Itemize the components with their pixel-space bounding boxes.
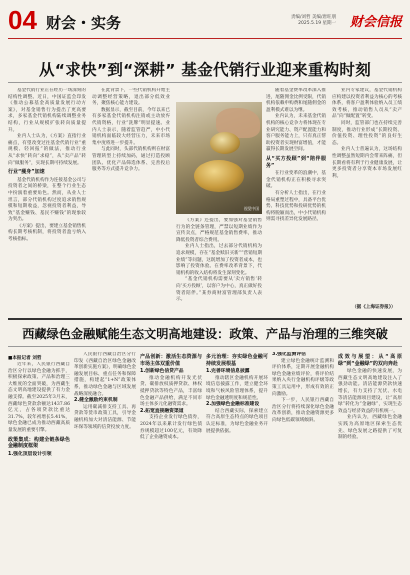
paragraph: 基金代销行业正在经历一场深刻的结构性调整。近日，中国证监会印发《推动公募基金高质量发展行动方案》，对基金销售行为提出了更高要求，多家基金代销机构陆续调整业务结构，行业从规模扩张转向质量提升。 bbox=[8, 88, 86, 133]
article1-subheading: 从“买方投顾”到“陪伴服务” bbox=[266, 155, 326, 169]
photo-credit: 视觉中国 bbox=[243, 206, 259, 211]
article2-minor-heading: 1.创新绿色信贷产品 bbox=[140, 369, 184, 375]
article2-minor-heading: 3.强化监测评估 bbox=[272, 352, 306, 357]
article-photo-coins bbox=[176, 102, 262, 214]
section-divider bbox=[8, 318, 402, 320]
article2-minor-heading: 1.完善环境信息披露 bbox=[206, 369, 250, 375]
paragraph: 人民银行西藏自治区分行印发《西藏自治区绿色金融改革创新实施方案》，明确绿色金融发展目标、重点任务和保障措施，构建起“1+N”政策体系，推动绿色金融与区域发展战略深度融合。 bbox=[74, 352, 136, 397]
article2-headline: 西藏绿色金融赋能生态文明高地建设：政策、产品与治理的三维突破 bbox=[22, 327, 388, 341]
paragraph: 推动辖区金融机构开展环境信息披露工作，建立健全环境和气候风险管理体系，提升绿色金融透明度和规范性。 bbox=[206, 375, 268, 401]
header-meta bbox=[291, 15, 336, 27]
article2-byline: ■本报记者 刘哲 bbox=[8, 356, 42, 361]
article2-subheading: 成效与展望：从“高原绿”到“金融绿”的双向奔赴 bbox=[338, 354, 402, 367]
paragraph: 业内人士指出，过去部分代销机构为追求规模，存在“基金赎旧买新”“营销短期业绩”等问题，这既增加了投资者成本，也影响了投资体验。在费率改革背景下，代销机构的收入结构将发生深刻变化。 bbox=[176, 244, 262, 276]
masthead-logo: 财会信报 bbox=[349, 15, 402, 30]
article1-column-4 bbox=[266, 88, 326, 316]
article1-column-5 bbox=[332, 88, 402, 298]
paragraph: 运用碳减排支持工具、再贷款等货币政策工具，引导金融机构加大对清洁能源、节能环保等领域的信贷投放力度。 bbox=[74, 404, 136, 430]
article2-minor-heading: 2.加强绿色金融标准建设 bbox=[206, 402, 260, 408]
editor-line: 责编/刘哲 美编/唐旺朋 bbox=[291, 15, 336, 20]
coin-image-part bbox=[210, 132, 240, 154]
article1-source-note: （据《上海证券报》） bbox=[352, 305, 396, 310]
paragraph: 在此背景下，一些代销机构开始主动调整经营策略，退出部分低效业务，聚焦核心能力建设。 bbox=[92, 88, 170, 107]
article2-column-1 bbox=[8, 362, 70, 570]
page-header bbox=[8, 6, 402, 39]
paragraph: 随着基金费率改革深入推进，尾随佣金比例受限，代销机构依赖申购费和尾随佣金的盈利模式难以为继。 bbox=[266, 88, 326, 113]
paragraph: 近年来，人民银行西藏自治区分行以绿色金融为抓手，积极探索政策、产品和治理三大维度的全面突破，为西藏生态文明高地建设提供了有力金融支撑。截至2025年3月末，西藏绿色贷款余额达1437.86亿元，占各项贷款比重达31.7%，较年初增长5.41%，绿色金融已成为推动西藏高质量发展的重要引擎。 bbox=[8, 362, 70, 433]
paragraph: 绿色金融的快速发展，为西藏生态文明高地建设注入了强劲动能。清洁能源贷款快速增长，有力支持了光伏、水电等清洁能源项目建设，让“高原绿”转化为“金融绿”，实现生态效益与经济效益的有机统一。 bbox=[338, 369, 402, 414]
article2-subheading: 多元治理：夯实绿色金融可持续发展根基 bbox=[206, 354, 268, 367]
coin-image-part bbox=[194, 160, 244, 192]
paragraph: 下一步，人民银行西藏自治区分行将持续深化绿色金融改革创新，推动金融资源更多向绿色低碳领域倾斜。 bbox=[272, 398, 334, 423]
article2-subheading: 产品创新：激活生态资源与市场主体双重价值 bbox=[140, 354, 202, 367]
article2-column-4 bbox=[206, 352, 268, 570]
paragraph: 推动金融机构开发光伏贷、碳排放权质押贷款、林权抵押贷款等特色产品，丰富绿色金融产品供给，满足不同市场主体多元化融资需求。 bbox=[140, 375, 202, 408]
date-line: 2025.5.19 星期一 bbox=[298, 21, 336, 26]
paragraph: 业内认为，西藏绿色金融实践为高原地区探索生态优先、绿色发展之路提供了可复制的经验。 bbox=[338, 415, 402, 441]
article1-headline: 从“求快”到“深耕” 基金代销行业迎来重构时刻 bbox=[38, 61, 372, 79]
paragraph: 业内认为，未来基金代销机构的核心竞争力将体现在专业研究能力、资产配置能力和客户服务能力上，只有真正帮助投资者实现财富增值，才能赢得长期发展空间。 bbox=[266, 114, 326, 153]
article1-column-3 bbox=[176, 218, 262, 316]
paragraph: 数据显示，截至目前，今年以来已有多家基金代销机构注销或主动放弃代销资格，行业“洗牌”明显提速。业内人士表示，随着监管趋严，中小代销机构面临较大经营压力，未来市场集中度将进一步提升。 bbox=[92, 107, 170, 146]
paragraph: “基金代销机构需要从‘卖方销售’转向‘买方投顾’，以客户为中心，真正做好投资者陪伴。”某券商财富管理部负责人表示。 bbox=[176, 277, 262, 303]
divider bbox=[8, 346, 402, 347]
page-number: 04 bbox=[8, 5, 37, 35]
divider bbox=[8, 82, 402, 83]
paragraph: 建立绿色金融统计监测和评价体系，定期开展金融机构绿色金融业绩评价，将评价结果纳入央行金融机构评级等政策工具运用中，形成有效的正向激励。 bbox=[272, 358, 334, 397]
article1-column-2 bbox=[92, 88, 170, 316]
paragraph: 在行业变革的浪潮中，基金代销机构正在积极寻求突破。 bbox=[266, 171, 326, 190]
article1-column-1 bbox=[8, 88, 86, 316]
paragraph: 与此同时，头部代销机构则在财富管理转型上持续加码，通过打造投顾团队、优化产品筛选体系、完善投后服务等方式提升竞争力。 bbox=[92, 147, 170, 173]
article2-subheading: 政策集成：构建全链条绿色金融制度框架 bbox=[8, 436, 70, 450]
article2-minor-heading: 2.健全激励约束机制 bbox=[74, 398, 118, 404]
article1-subheading: 行业“瘦身”加速 bbox=[8, 169, 45, 176]
article2-column-6 bbox=[338, 352, 402, 570]
article2-column-5 bbox=[272, 352, 334, 570]
paragraph: 《方案》还提出，要加强对基金销售行为的全链条管理，严禁以短期业绩作为宣传卖点，严格规范基金销售费率，推动降低投资者综合费用。 bbox=[176, 218, 262, 243]
paragraph: 有分析人士指出，在行业格局重塑过程中，具备平台优势、科技优势和投研优势的机构将脱颖而出，中小代销机构则需寻找差异化发展路径。 bbox=[266, 190, 326, 223]
article2-column-2 bbox=[74, 352, 136, 570]
paragraph: 结合西藏实际，探索建立符合高原生态特点的绿色项目认定标准，为绿色金融业务开展提供依据。 bbox=[206, 408, 268, 434]
paragraph: 《方案》提出，要建立基金销售机构长期考核机制，将投资者盈亏纳入考核指标。 bbox=[8, 223, 86, 243]
paragraph: 业内人士普遍认为，这场结构性调整虽然短期内会带来阵痛，但长期看将有利于行业健康发展，让更多投资者分享资本市场发展红利。 bbox=[332, 147, 402, 179]
paragraph: 同时，监管部门也在持续完善制度，推动行业形成“长期投资、价值投资、理性投资”的良好生态。 bbox=[332, 120, 402, 146]
article2-column-3 bbox=[140, 352, 202, 570]
paragraph: 基金代销机构作为连接基金公司与投资者之间的桥梁，在整个行业生态中扮演着重要角色。然而，从业人士坦言，部分代销机构过度追求销售规模和短期收益，忽视投资者利益，导致“基金赚钱、基民不赚钱”的现象较为突出。 bbox=[8, 177, 86, 223]
paragraph: 业内专家建议，基金代销机构应构建以投资者利益为核心的考核体系，将客户盈利体验纳入员工绩效考核，推动销售人员从“卖产品”向“做配置”转变。 bbox=[332, 88, 402, 120]
article2-minor-heading: 1.强化顶层设计引领 bbox=[8, 451, 52, 457]
paragraph: 支持企业发行绿色债券，2024年以来累计发行绿色债券规模超过100亿元，有效降低了企业融资成本。 bbox=[140, 415, 202, 441]
section-title: 财会・实务 bbox=[46, 14, 122, 32]
paragraph: 业内人士认为，《方案》直指行业痛点，有望改变过往基金代销行业“重规模、轻回报”的做法，推动行业从“求快”转向“求稳”，从“卖产品”转向“做服务”，实现长期可持续发展。 bbox=[8, 134, 86, 166]
article2-minor-heading: 2.拓宽直接融资渠道 bbox=[140, 408, 184, 414]
